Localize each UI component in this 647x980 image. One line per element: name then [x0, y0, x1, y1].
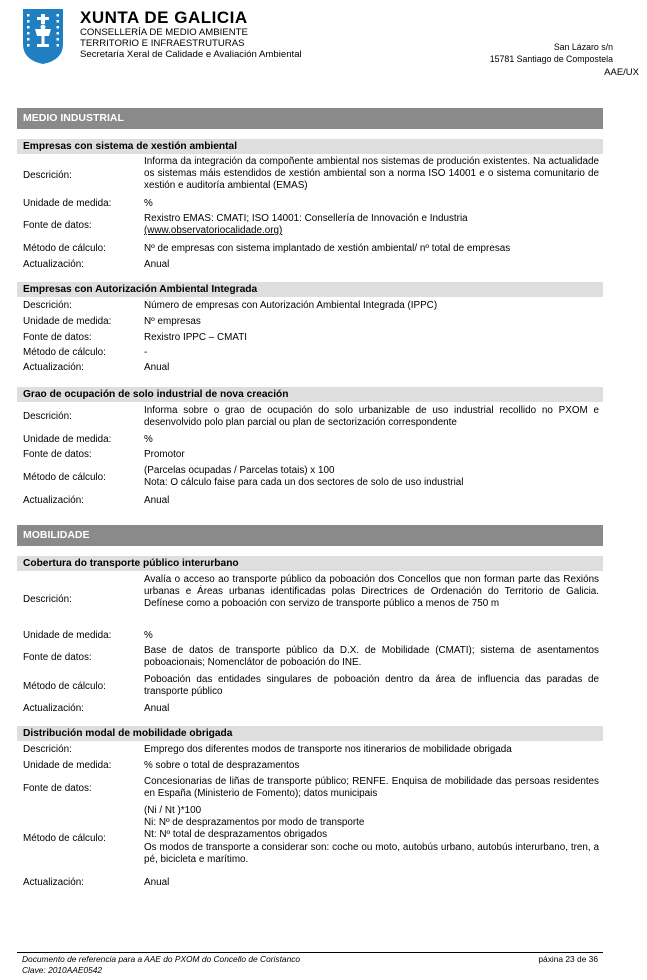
observatorio-link[interactable]: (www.observatoriocalidade.org) — [144, 225, 283, 237]
metodo-nt-definition: Nt: Nº total de desprazamentos obrigados — [144, 829, 328, 841]
metodo-ni-definition: Ni: Nº de desprazamentos por modo de transporte — [144, 817, 365, 829]
page-number: páxina 23 de 36 — [538, 954, 598, 964]
fonte-text: Rexistro EMAS: CMATI; ISO 14001: Consellería de Innovación e Industria — [144, 213, 468, 224]
field-value: Informa sobre o grao de ocupación do solo urbanizable de uso industrial recollido no PXOM e desenvolvido polo plan parcial ou plan de sectorización correspondente — [144, 405, 599, 429]
field-value: Anual — [144, 877, 170, 888]
indicator-row-metodo — [23, 674, 599, 700]
field-value: Avalía o acceso ao transporte público da poboación dos Concellos que non forman parte das Rexións urbanas e Áreas urbanas identificadas polas Directrices de Ordenación do Territorio de Galicia. Defínese como a poboación con servizo de transporte público a menos de 750 m — [144, 574, 599, 610]
footer-doc-title: Documento de referencia para a AAE do PXOM do Concello de Coristanco — [22, 954, 301, 964]
footer-document-info — [22, 954, 300, 976]
org-department-2: TERRITORIO E INFRAESTRUTURAS — [80, 38, 245, 49]
field-value: Promotor — [144, 449, 185, 460]
field-label: Unidade de medida: — [23, 630, 112, 641]
indicator-title: Distribución modal de mobilidade obrigada — [17, 726, 603, 741]
field-value: Anual — [144, 495, 170, 506]
field-value: Base de datos de transporte público da D.X. de Mobilidade (CMATI); sistema de asentamentos poboacionais; Nomenclátor de poboación do INE. — [144, 645, 599, 669]
field-label: Método de cálculo: — [23, 472, 106, 483]
section-title-medio-industrial: MEDIO INDUSTRIAL — [17, 108, 603, 129]
org-department: CONSELLERÍA DE MEDIO AMBIENTE — [80, 27, 248, 38]
metodo-formula: (Ni / Nt )*100 — [144, 805, 202, 816]
indicator-row-fonte — [23, 645, 599, 671]
field-value: Concesionarias de liñas de transporte público; RENFE. Enquisa de mobilidade das persoas residentes en España (Ministerio de Fomento); datos municipais — [144, 776, 599, 800]
field-value: - — [144, 347, 148, 358]
field-value: % — [144, 198, 153, 209]
field-value: % — [144, 630, 153, 641]
org-secretariat: Secretaría Xeral de Calidade e Avaliación Ambiental — [80, 49, 302, 60]
indicator-row-fonte — [23, 776, 599, 802]
address-street: San Lázaro s/n — [553, 42, 613, 52]
field-label: Unidade de medida: — [23, 434, 112, 445]
footer-doc-key: Clave: 2010AAE0542 — [22, 965, 103, 975]
indicator-row-metodo — [23, 465, 599, 491]
field-value: Nº de empresas con sistema implantado de xestión ambiental/ nº total de empresas — [144, 243, 511, 254]
field-label: Actualización: — [23, 703, 84, 714]
page-header — [0, 0, 647, 90]
field-value — [144, 805, 599, 866]
footer-divider — [17, 952, 603, 953]
indicator-title: Empresas con sistema de xestión ambiental — [17, 139, 603, 154]
field-value: Anual — [144, 703, 170, 714]
field-label: Fonte de datos: — [23, 332, 92, 343]
field-label: Fonte de datos: — [23, 449, 92, 460]
metodo-modes-note: Os modos de transporte a considerar son: coche ou moto, autobús urbano, autobús interurbano, tren, a pé, bicicleta e marítimo. — [144, 841, 599, 865]
org-name: XUNTA DE GALICIA — [80, 8, 248, 27]
indicator-row-descricion — [23, 156, 599, 196]
field-label: Actualización: — [23, 877, 84, 888]
field-label: Método de cálculo: — [23, 833, 106, 844]
xunta-shield-logo — [22, 8, 64, 65]
field-value — [144, 465, 599, 489]
field-label: Método de cálculo: — [23, 681, 106, 692]
field-label: Método de cálculo: — [23, 243, 106, 254]
section-title-mobilidade: MOBILIDADE — [17, 525, 603, 546]
field-label: Actualización: — [23, 495, 84, 506]
field-label: Actualización: — [23, 362, 84, 373]
field-value: Anual — [144, 259, 170, 270]
field-value — [144, 213, 599, 237]
field-value: Rexistro IPPC – CMATI — [144, 332, 247, 343]
address-city: 15781 Santiago de Compostela — [489, 54, 613, 64]
field-label: Método de cálculo: — [23, 347, 106, 358]
metodo-note: Nota: O cálculo faise para cada un dos sectores de solo de uso industrial — [144, 477, 464, 489]
indicator-row-metodo — [23, 805, 599, 873]
field-label: Actualización: — [23, 259, 84, 270]
organization-block — [80, 9, 302, 60]
field-value: Poboación das entidades singulares de poboación dentro da área de influencia das paradas de transporte público — [144, 674, 599, 698]
indicator-row-fonte — [23, 213, 599, 239]
field-label: Descrición: — [23, 744, 72, 755]
field-value: Número de empresas con Autorización Ambiental Integrada (IPPC) — [144, 300, 438, 311]
field-value: % — [144, 434, 153, 445]
field-label: Fonte de datos: — [23, 220, 92, 231]
address-block — [490, 41, 613, 65]
field-value: Nº empresas — [144, 316, 201, 327]
field-label: Descrición: — [23, 411, 72, 422]
field-label: Descrición: — [23, 170, 72, 181]
indicator-row-descricion — [23, 574, 599, 626]
indicator-row-descricion — [23, 405, 599, 431]
document-code: AAE/UX — [604, 67, 639, 78]
field-label: Descrición: — [23, 300, 72, 311]
field-value: Emprego dos diferentes modos de transporte nos itinerarios de mobilidade obrigada — [144, 744, 512, 755]
field-label: Descrición: — [23, 594, 72, 605]
field-value: Anual — [144, 362, 170, 373]
field-value: Informa da integración da compoñente ambiental nos sistemas de produción existentes. Na actualidade os sistemas máis estendidos de xestión ambiental son a norma ISO 14001 e o sistema comunitario de xestión e auditoría ambiental (EMAS) — [144, 156, 599, 192]
field-label: Fonte de datos: — [23, 652, 92, 663]
field-label: Unidade de medida: — [23, 198, 112, 209]
field-label: Unidade de medida: — [23, 316, 112, 327]
field-label: Unidade de medida: — [23, 760, 112, 771]
indicator-title: Empresas con Autorización Ambiental Integrada — [17, 282, 603, 297]
field-value: % sobre o total de desprazamentos — [144, 760, 300, 771]
indicator-title: Grao de ocupación de solo industrial de nova creación — [17, 387, 603, 402]
metodo-formula: (Parcelas ocupadas / Parcelas totais) x 100 — [144, 465, 335, 476]
indicator-title: Cobertura do transporte público interurbano — [17, 556, 603, 571]
field-label: Fonte de datos: — [23, 783, 92, 794]
